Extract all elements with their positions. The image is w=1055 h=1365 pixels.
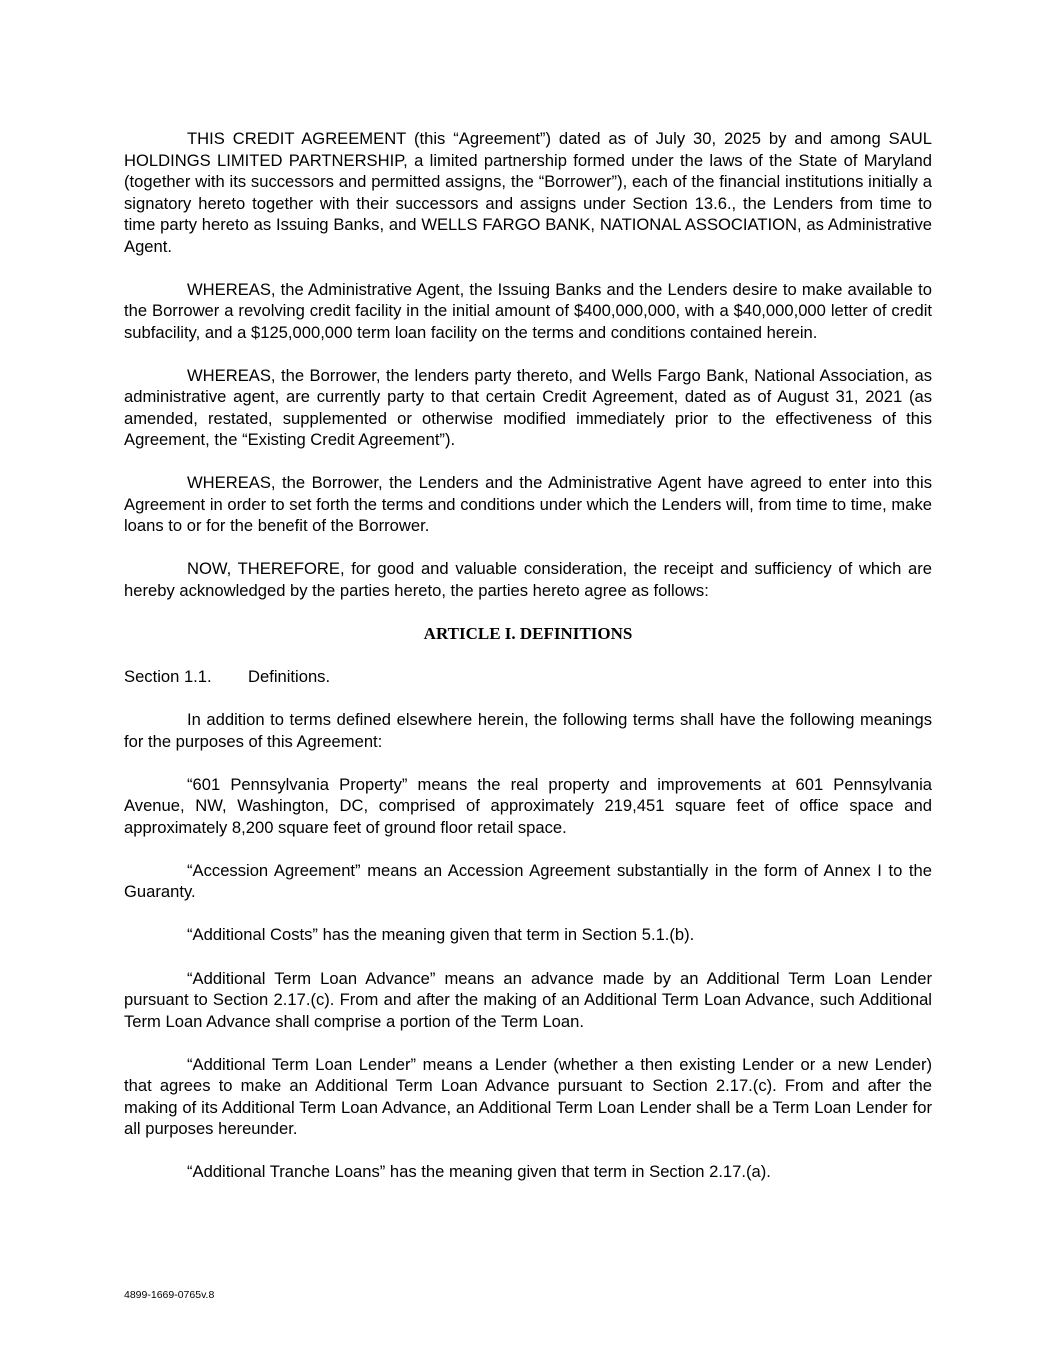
definition-additional-tranche-loans: “Additional Tranche Loans” has the meaning given that term in Section 2.17.(a). <box>187 1162 771 1182</box>
definition-additional-term-loan-lender: “Additional Term Loan Lender” means a Lender (whether a then existing Lender or a new Lender) that agrees to make an Additional Term Loan Advance pursuant to Section 2.17.(c). From and after the making of its Additional Term Loan Advance, an Additional Term Loan Lender shall be a Term Loan Lender for all purposes hereunder. <box>124 1054 932 1139</box>
definition-additional-costs: “Additional Costs” has the meaning given that term in Section 5.1.(b). <box>187 925 695 945</box>
section-heading <box>124 666 932 688</box>
document-page <box>124 128 932 1204</box>
whereas-paragraph-2: WHEREAS, the Borrower, the lenders party thereto, and Wells Fargo Bank, National Association, as administrative agent, are currently party to that certain Credit Agreement, dated as of August 31, 2021 (as amended, restated, supplemented or otherwise modified immediately prior to the effectiveness of this Agreement, the “Existing Credit Agreement”). <box>124 365 932 450</box>
whereas-paragraph-1: WHEREAS, the Administrative Agent, the Issuing Banks and the Lenders desire to make available to the Borrower a revolving credit facility in the initial amount of $400,000,000, with a $40,000,000 letter of credit subfacility, and a $125,000,000 term loan facility on the terms and conditions contained herein. <box>124 279 932 342</box>
definition-additional-term-loan-advance: “Additional Term Loan Advance” means an advance made by an Additional Term Loan Lender pursuant to Section 2.17.(c). From and after the making of an Additional Term Loan Advance, such Additional Term Loan Advance shall comprise a portion of the Term Loan. <box>124 968 932 1031</box>
document-footer-id: 4899-1669-0765v.8 <box>124 1289 215 1301</box>
section-title: Definitions. <box>248 667 331 687</box>
whereas-paragraph-3: WHEREAS, the Borrower, the Lenders and the Administrative Agent have agreed to enter into this Agreement in order to set forth the terms and conditions under which the Lenders will, from time to time, make loans to or for the benefit of the Borrower. <box>124 473 932 536</box>
now-therefore-paragraph: NOW, THEREFORE, for good and valuable consideration, the receipt and sufficiency of which are hereby acknowledged by the parties hereto, the parties hereto agree as follows: <box>124 559 932 600</box>
article-heading: ARTICLE I. DEFINITIONS <box>423 623 633 643</box>
section-number: Section 1.1. <box>124 667 212 687</box>
definition-accession-agreement: “Accession Agreement” means an Accession Agreement substantially in the form of Annex I to the Guaranty. <box>124 860 932 902</box>
definitions-intro: In addition to terms defined elsewhere herein, the following terms shall have the following meanings for the purposes of this Agreement: <box>124 710 932 751</box>
preamble-paragraph: THIS CREDIT AGREEMENT (this “Agreement”) dated as of July 30, 2025 by and among SAUL HOLDINGS LIMITED PARTNERSHIP, a limited partnership formed under the laws of the State of Maryland (together with its successors and permitted assigns, the “Borrower”), each of the financial institutions initially a signatory hereto together with their successors and assigns under Section 13.6., the Lenders from time to time party hereto as Issuing Banks, and WELLS FARGO BANK, NATIONAL ASSOCIATION, as Administrative Agent. <box>124 129 932 256</box>
definition-601-pennsylvania-property: “601 Pennsylvania Property” means the real property and improvements at 601 Pennsylvania Avenue, NW, Washington, DC, comprised of approximately 219,451 square feet of office space and approximately 8,200 square feet of ground floor retail space. <box>124 774 932 837</box>
